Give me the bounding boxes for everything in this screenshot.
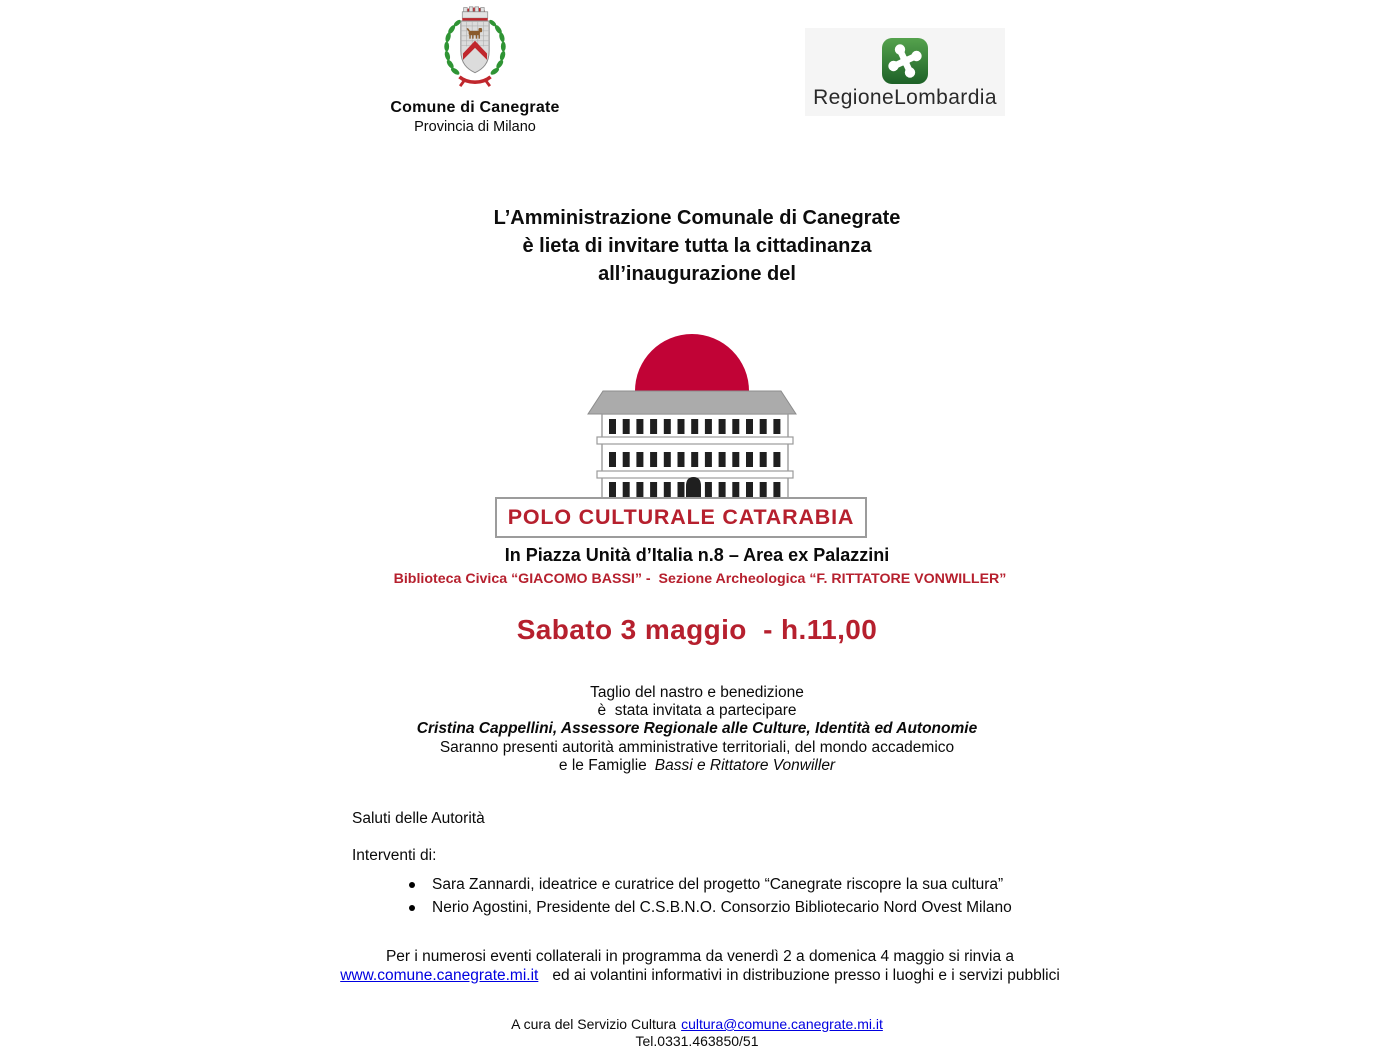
speaker-item bbox=[407, 877, 1087, 893]
speakers-list bbox=[407, 877, 1087, 923]
comune-subtitle: Provincia di Milano bbox=[414, 119, 536, 135]
website-link[interactable]: www.comune.canegrate.mi.it bbox=[340, 966, 539, 984]
families-names: Bassi e Rittatore Vonwiller bbox=[654, 756, 836, 774]
venue-institutions: Biblioteca Civica “GIACOMO BASSI” - Sezione Archeologica “F. RITTATORE VONWILLER” bbox=[393, 571, 1007, 587]
speaker-item bbox=[407, 900, 1087, 916]
canegrate-coat-of-arms-icon bbox=[436, 4, 514, 96]
rosa-camuna-logo-icon bbox=[881, 37, 929, 85]
program-line-1: Taglio del nastro e benedizione bbox=[590, 684, 804, 701]
credits-text: A cura del Servizio Cultura bbox=[511, 1016, 677, 1032]
speaker-text: Nerio Agostini, Presidente del C.S.B.N.O. Consorzio Bibliotecario Nord Ovest Milano bbox=[432, 899, 1012, 916]
families-prefix: e le Famiglie bbox=[558, 756, 647, 774]
comune-title: Comune di Canegrate bbox=[390, 99, 560, 116]
bullet-icon bbox=[409, 882, 415, 888]
venue-address: In Piazza Unità d’Italia n.8 – Area ex Palazzini bbox=[504, 545, 890, 565]
credits-line bbox=[347, 1016, 1047, 1033]
credits-block bbox=[347, 1016, 1047, 1050]
intro-line-3: all’inaugurazione del bbox=[598, 263, 796, 285]
collateral-events-text bbox=[300, 948, 1100, 985]
events-line-2 bbox=[300, 967, 1100, 986]
intro-line-2: è lieta di invitare tutta la cittadinanza bbox=[522, 235, 872, 257]
intro-text bbox=[347, 204, 1047, 288]
events-line-2-rest: ed ai volantini informativi in distribuzione presso i luoghi e i servizi pubblici bbox=[552, 966, 1060, 984]
regione-lombardia-header bbox=[805, 28, 1005, 116]
program-line-5 bbox=[347, 757, 1047, 775]
bullet-icon bbox=[409, 905, 415, 911]
events-line-1: Per i numerosi eventi collaterali in programma da venerdì 2 a domenica 4 maggio si rinvia a bbox=[385, 948, 1015, 965]
catarabia-building-illustration bbox=[542, 330, 842, 502]
saluti-line: Saluti delle Autorità bbox=[352, 810, 485, 827]
regione-wordmark: RegioneLombardia bbox=[813, 86, 997, 109]
program-line-4: Saranno presenti autorità amministrative territoriali, del mondo accademico bbox=[439, 738, 955, 756]
program-text bbox=[347, 684, 1047, 775]
comune-header bbox=[325, 0, 625, 135]
email-link[interactable]: cultura@comune.canegrate.mi.it bbox=[681, 1016, 883, 1032]
speaker-text: Sara Zannardi, ideatrice e curatrice del progetto “Canegrate riscopre la sua cultura” bbox=[432, 876, 1004, 893]
interventi-label: Interventi di: bbox=[352, 847, 437, 864]
program-line-2: è stata invitata a partecipare bbox=[597, 702, 797, 720]
intro-line-1: L’Amministrazione Comunale di Canegrate bbox=[493, 207, 901, 229]
venue-name-box bbox=[495, 497, 867, 538]
phone-line: Tel.0331.463850/51 bbox=[635, 1033, 759, 1049]
program-guest: Cristina Cappellini, Assessore Regionale alle Culture, Identità ed Autonomie bbox=[416, 720, 978, 738]
venue-name: POLO CULTURALE CATARABIA bbox=[507, 505, 855, 529]
event-datetime: Sabato 3 maggio - h.11,00 bbox=[516, 614, 878, 645]
